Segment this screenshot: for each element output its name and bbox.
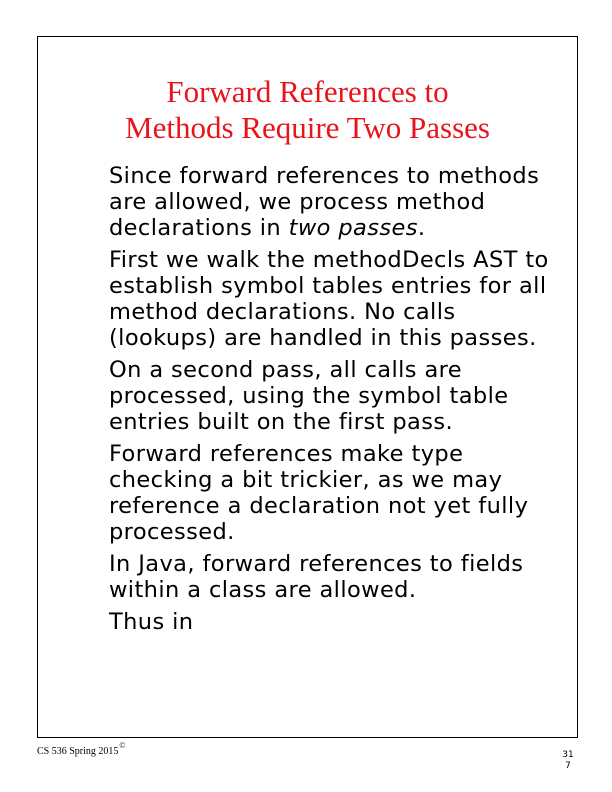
footer-course-label [37,741,126,757]
page-number [560,750,576,772]
paragraph-java-fields: In Java, forward references to fields within a class are allowed. [109,551,524,603]
slide-title-line-1: Forward References to [166,74,449,109]
slide-title [37,74,578,146]
paragraph-second-pass: On a second pass, all calls are processed, using the symbol table entries built on the first pass. [109,357,509,435]
page-number-top: 31 [562,750,574,760]
paragraph-thus-in: Thus in [109,609,194,635]
paragraph-1-text: Since forward references to methods are allowed, we process method declarations in [109,163,540,241]
paragraph-1-end: . [417,215,426,241]
slide-title-line-2: Methods Require Two Passes [125,110,490,145]
paragraph-type-checking: Forward references make type checking a bit trickier, as we may reference a declaration not yet fully processed. [109,441,529,545]
copyright-symbol: © [119,741,126,750]
page-number-bottom: 7 [565,761,571,771]
paragraph-forward-references [109,163,549,241]
paragraph-1-emphasis: two passes [288,215,418,241]
slide-body [109,163,549,641]
footer-course-text: CS 536 Spring 2015 [37,746,119,757]
paragraph-first-pass: First we walk the methodDecls AST to establish symbol tables entries for all method declarations. No calls (lookups) are handled in this passes. [109,247,549,351]
